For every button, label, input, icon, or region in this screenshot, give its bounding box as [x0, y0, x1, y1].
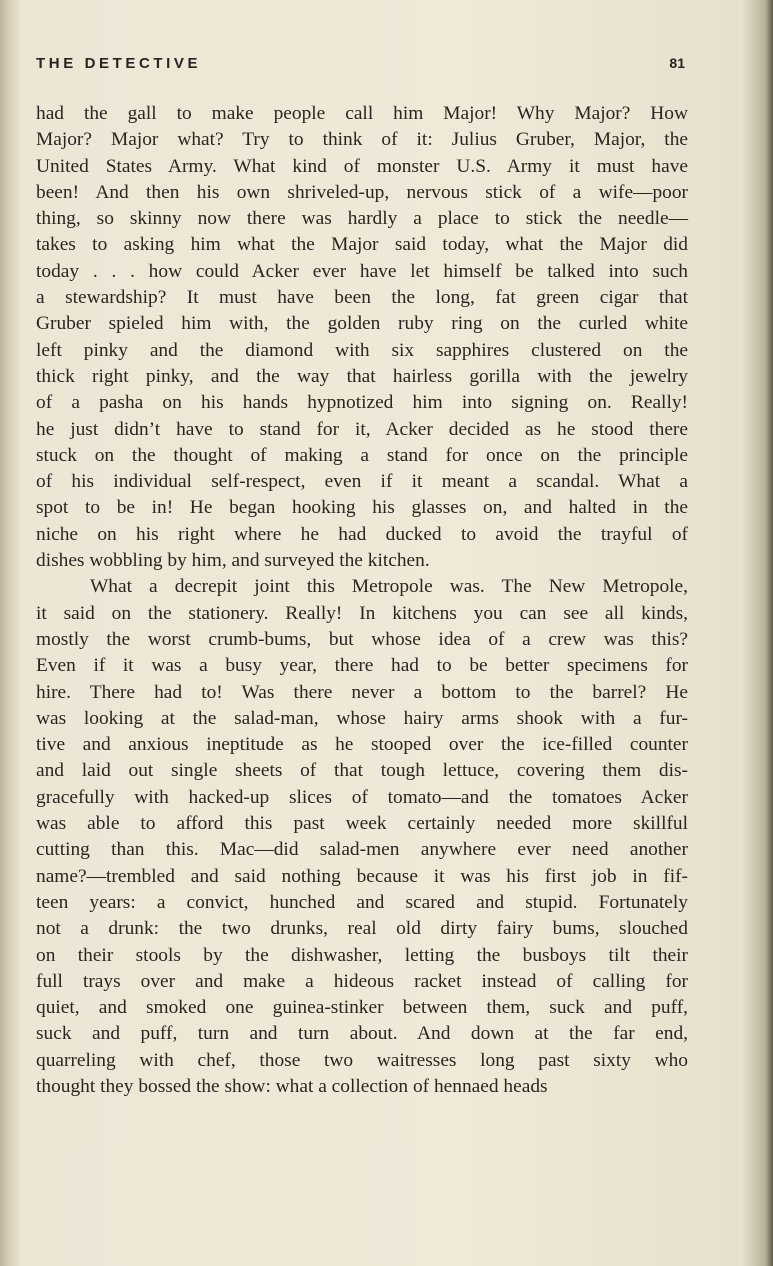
text-line: gracefully with hacked-up slices of tomato—and the tomatoes Acker [36, 786, 688, 808]
text-line: dishes wobbling by him, and surveyed the kitchen. [36, 550, 430, 572]
text-line: mostly the worst crumb-bums, but whose idea of a crew was this? [36, 628, 688, 650]
text-line: quiet, and smoked one guinea-stinker between them, suck and puff, [36, 997, 688, 1019]
running-title: THE DETECTIVE [36, 55, 202, 72]
text-line: tive and anxious ineptitude as he stooped over the ice-filled counter [36, 734, 688, 756]
text-line: name?—trembled and said nothing because it was his first job in fif- [36, 865, 688, 887]
paragraph [36, 101, 688, 574]
text-line: takes to asking him what the Major said today, what the Major did [36, 234, 688, 256]
text-line: thought they bossed the show: what a collection of hennaed heads [36, 1075, 548, 1097]
text-line: thick right pinky, and the way that hairless gorilla with the jewelry [36, 365, 688, 387]
text-line: spot to be in! He began hooking his glasses on, and halted in the [36, 497, 688, 519]
paragraph [36, 574, 688, 1100]
text-line: was able to afford this past week certainly needed more skillful [36, 813, 688, 835]
text-line: full trays over and make a hideous racket instead of calling for [36, 970, 688, 992]
text-line: of his individual self-respect, even if it meant a scandal. What a [36, 471, 688, 493]
text-line: quarreling with chef, those two waitresses long past sixty who [36, 1049, 688, 1071]
text-line: What a decrepit joint this Metropole was. The New Metropole, [90, 576, 688, 598]
text-line: suck and puff, turn and turn about. And down at the far end, [36, 1023, 688, 1045]
text-line: of a pasha on his hands hypnotized him into signing on. Really! [36, 392, 688, 414]
text-line: on their stools by the dishwasher, letting the busboys tilt their [36, 944, 688, 966]
text-line: Gruber spieled him with, the golden ruby ring on the curled white [36, 313, 688, 335]
text-line: Major? Major what? Try to think of it: Julius Gruber, Major, the [36, 129, 688, 151]
text-line: hire. There had to! Was there never a bottom to the barrel? He [36, 681, 688, 703]
text-line: niche on his right where he had ducked to avoid the trayful of [36, 523, 688, 545]
text-line: stuck on the thought of making a stand for once on the principle [36, 444, 688, 466]
text-line: today . . . how could Acker ever have let himself be talked into such [36, 260, 688, 282]
text-line: teen years: a convict, hunched and scared and stupid. Fortunately [36, 891, 688, 913]
text-line: and laid out single sheets of that tough lettuce, covering them dis- [36, 760, 688, 782]
text-line: he just didn’t have to stand for it, Acker decided as he stood there [36, 418, 688, 440]
text-line: it said on the stationery. Really! In kitchens you can see all kinds, [36, 602, 688, 624]
text-line: left pinky and the diamond with six sapphires clustered on the [36, 339, 688, 361]
body-text [36, 101, 688, 1100]
text-line: not a drunk: the two drunks, real old dirty fairy bums, slouched [36, 918, 688, 940]
page-number: 81 [669, 55, 685, 71]
running-header [36, 55, 685, 72]
text-line: Even if it was a busy year, there had to be better specimens for [36, 655, 688, 677]
text-line: been! And then his own shriveled-up, nervous stick of a wife—poor [36, 181, 688, 203]
text-line: thing, so skinny now there was hardly a place to stick the needle— [36, 208, 688, 230]
text-line: United States Army. What kind of monster U.S. Army it must have [36, 155, 688, 177]
text-line: cutting than this. Mac—did salad-men anywhere ever need another [36, 839, 688, 861]
text-line: a stewardship? It must have been the long, fat green cigar that [36, 287, 688, 309]
text-line: had the gall to make people call him Major! Why Major? How [36, 103, 688, 124]
text-line: was looking at the salad-man, whose hairy arms shook with a fur- [36, 707, 688, 729]
